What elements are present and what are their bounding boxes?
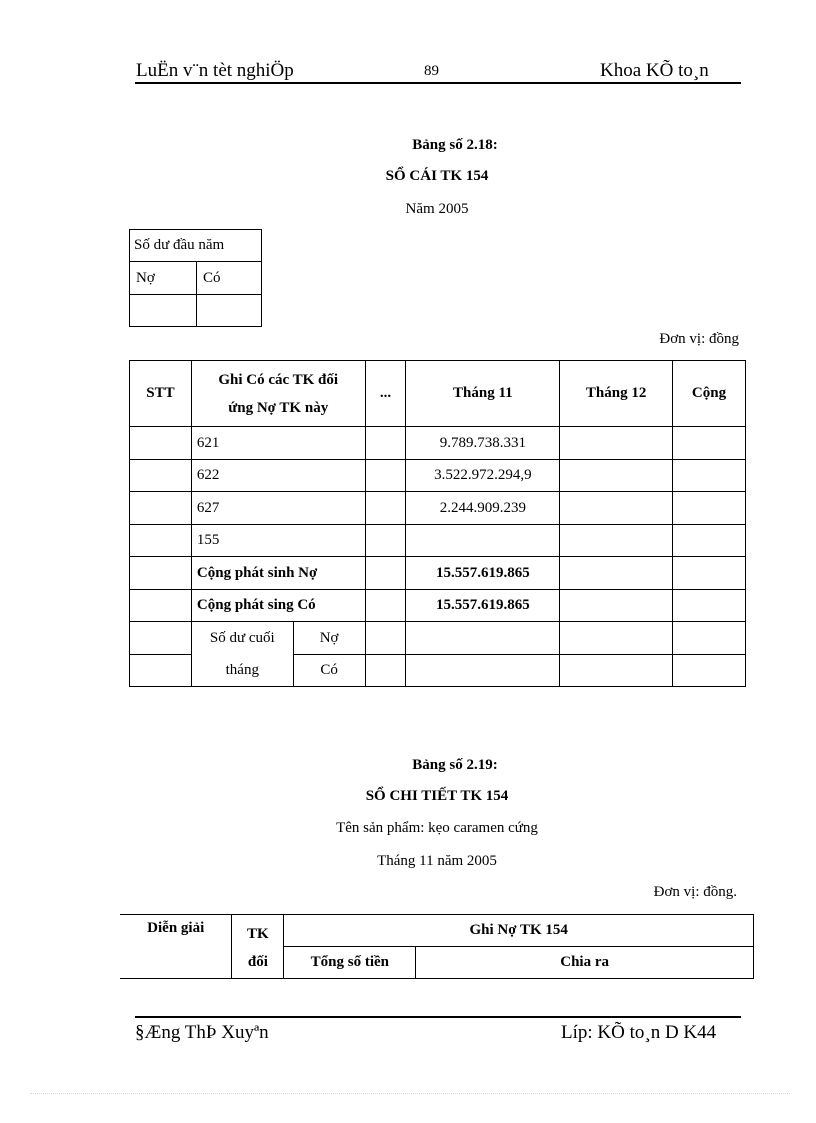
opening-no-value [130, 295, 197, 327]
table1-caption: Bảng số 2.18: [412, 137, 498, 153]
footer-right: Líp: KÕ to¸n D K44 [561, 1022, 717, 1043]
col-total-amount: Tổng số tiền [284, 947, 416, 979]
row-account: Cộng phát sinh Nợ [191, 557, 365, 590]
table-row [130, 590, 746, 622]
closing-no: Nợ [293, 622, 365, 655]
table2-period: Tháng 11 năm 2005 [377, 853, 497, 869]
opening-co-value [197, 295, 262, 327]
table1-title: SỔ CÁI TK 154 [385, 168, 489, 184]
col-account [191, 361, 365, 427]
row-account: Cộng phát sing Có [191, 590, 365, 622]
col-total: Cộng [673, 361, 746, 427]
row-month11: 2.244.909.239 [406, 492, 560, 525]
col-tk-line1: TK [247, 926, 269, 942]
col-breakdown: Chia ra [416, 947, 754, 979]
table-row [130, 557, 746, 590]
table1-year: Năm 2005 [405, 201, 469, 217]
col-month12: Tháng 12 [560, 361, 673, 427]
closing-row-no [130, 622, 746, 655]
col-tk-line2: đối [247, 954, 268, 970]
ledger-table [129, 360, 746, 687]
row-month11: 15.557.619.865 [406, 557, 560, 590]
col-tk [232, 915, 284, 979]
opening-co: Có [197, 262, 262, 295]
table1-unit: Đơn vị: đồng [659, 331, 739, 347]
col-ellipsis: ... [365, 361, 406, 427]
row-month11 [406, 525, 560, 557]
table2-title: SỔ CHI TIẾT TK 154 [365, 788, 509, 804]
footer-rule [135, 1016, 741, 1018]
table-row [130, 460, 746, 492]
closing-label-line2: tháng [225, 662, 259, 678]
col-month11: Tháng 11 [406, 361, 560, 427]
header-rule [135, 82, 741, 84]
opening-no: Nợ [130, 262, 197, 295]
table-row [130, 525, 746, 557]
page-edge-divider [30, 1093, 790, 1094]
page-number: 89 [424, 63, 439, 79]
row-account: 622 [191, 460, 365, 492]
row-month11: 3.522.972.294,9 [406, 460, 560, 492]
row-account: 155 [191, 525, 365, 557]
row-month11: 9.789.738.331 [406, 427, 560, 460]
row-account: 627 [191, 492, 365, 525]
detail-table [120, 914, 754, 979]
closing-co: Có [293, 655, 365, 687]
closing-label [191, 622, 293, 687]
footer-left: §Æng ThÞ Xuyªn [135, 1022, 269, 1043]
opening-balance-table [129, 229, 262, 327]
row-month11: 15.557.619.865 [406, 590, 560, 622]
table2-unit: Đơn vị: đồng. [653, 884, 737, 900]
row-account: 621 [191, 427, 365, 460]
table2-caption: Bảng số 2.19: [412, 757, 498, 773]
col-description: Diễn giải [120, 915, 232, 979]
col-account-line2: ứng Nợ TK này [228, 399, 329, 416]
opening-balance-header: Số dư đầu năm [130, 230, 262, 262]
col-account-line1: Ghi Có các TK đối [218, 371, 339, 388]
closing-label-line1: Số dư cuối [209, 630, 275, 646]
table-row [130, 427, 746, 460]
col-stt: STT [130, 361, 192, 427]
header-left: LuËn v¨n tèt nghiÖp [136, 60, 294, 81]
header-right: Khoa KÕ to¸n [600, 60, 709, 81]
table-row [130, 492, 746, 525]
col-debit-group: Ghi Nợ TK 154 [284, 915, 754, 947]
table2-product: Tên sản phẩm: kẹo caramen cứng [336, 820, 538, 836]
